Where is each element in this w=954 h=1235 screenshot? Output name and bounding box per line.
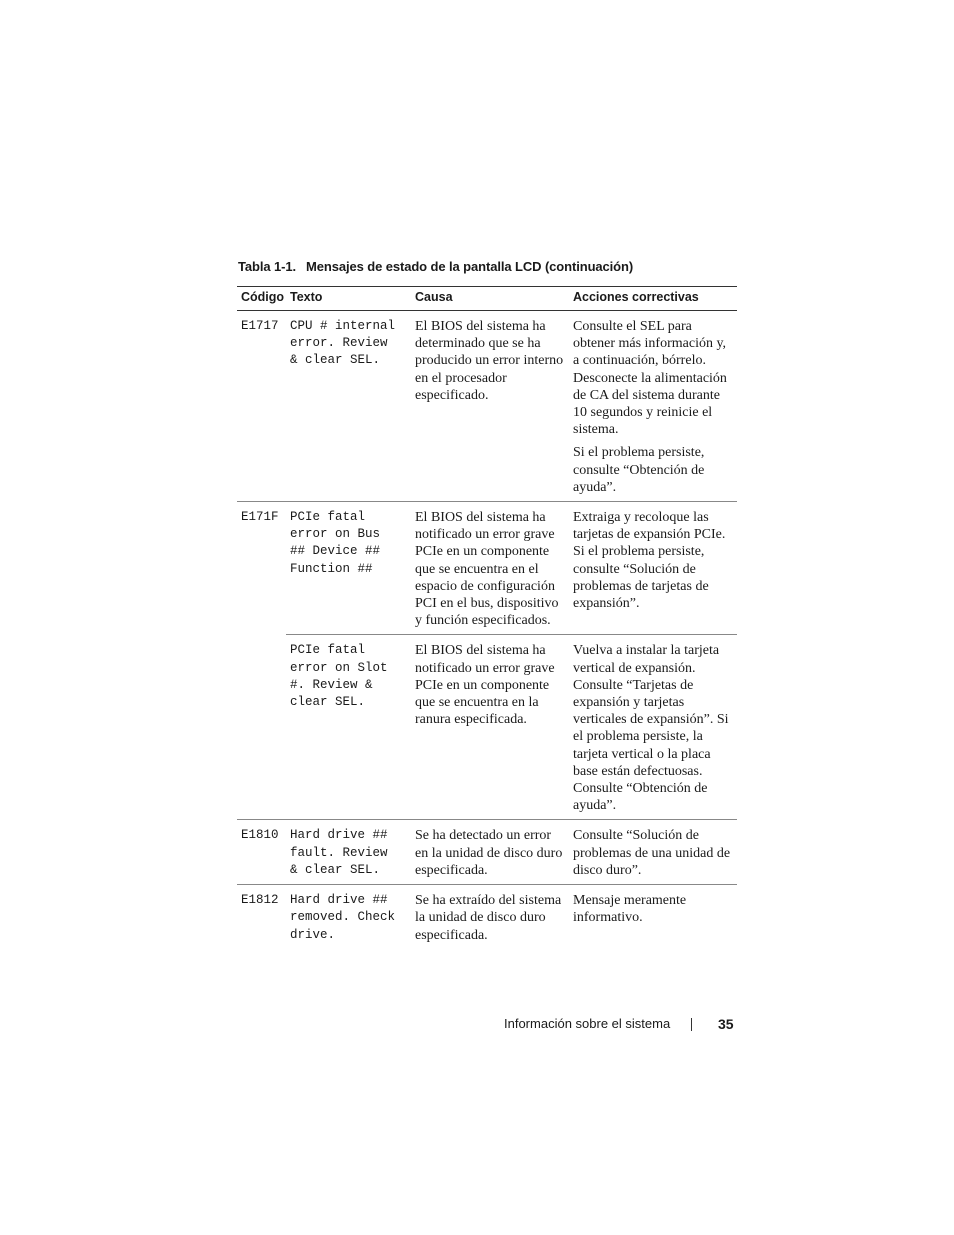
table-row: [237, 635, 737, 820]
header-code: Código: [237, 287, 286, 311]
row-action-paragraph: Si el problema persiste, consulte “Obtención de ayuda”.: [573, 445, 705, 495]
table-row: [237, 820, 737, 885]
table-title: Mensajes de estado de la pantalla LCD (continuación): [306, 259, 634, 274]
row-action: Mensaje meramente informativo.: [573, 893, 687, 926]
footer-separator: [691, 1018, 692, 1031]
row-text: Hard drive ## removed. Check drive.: [290, 893, 396, 942]
row-text: PCIe fatal error on Bus ## Device ## Function ##: [290, 510, 381, 576]
row-cause: Se ha detectado un error en la unidad de disco duro especificada.: [411, 820, 569, 885]
header-text: Texto: [286, 287, 411, 311]
row-action: Consulte “Solución de problemas de una unidad de disco duro”.: [569, 820, 737, 885]
row-text: PCIe fatal error on Slot #. Review & clear SEL.: [286, 635, 411, 820]
row-action: [569, 311, 737, 502]
row-cause: El BIOS del sistema ha notificado un error grave PCIe en un componente que se encuentra en el espacio de configuración PCI en el bus, dispositivo y función especificados.: [415, 510, 559, 629]
row-code: E1810: [237, 820, 286, 885]
row-action: Vuelva a instalar la tarjeta vertical de expansión. Consulte “Tarjetas de expansión y tarjetas verticales de expansión”. Si el problema persiste, la tarjeta vertical o la placa base están defectuosas. Consulte “Obtención de ayuda”.: [569, 635, 737, 820]
header-cause: Causa: [411, 287, 569, 311]
table-row: [237, 885, 737, 949]
row-cause: El BIOS del sistema ha determinado que se ha producido un error interno en el procesador especificado.: [411, 311, 569, 502]
row-code: E1812: [241, 893, 279, 908]
page-number: 35: [718, 1016, 734, 1032]
row-cause: Se ha extraído del sistema la unidad de disco duro especificada.: [415, 893, 562, 943]
row-action: Extraiga y recoloque las tarjetas de expansión PCIe. Si el problema persiste, consulte “Solución de problemas de tarjetas de expansión”.: [573, 510, 726, 612]
header-action: Acciones correctivas: [569, 287, 737, 311]
table-row: [237, 311, 737, 502]
table-header-row: [237, 287, 737, 311]
lcd-status-messages-table: [237, 286, 737, 949]
row-code: E1717: [237, 311, 286, 502]
row-text: CPU # internal error. Review & clear SEL.: [286, 311, 411, 502]
table-caption: [238, 259, 633, 274]
row-code: E171F: [237, 502, 286, 820]
row-action-paragraph: Consulte el SEL para obtener más información y, a continuación, bórrelo. Desconecte la alimentación de CA del sistema durante 10 segundos y reinicie el sistema.: [573, 319, 727, 438]
footer-section-title: Información sobre el sistema: [504, 1016, 671, 1031]
table-number: Tabla 1-1.: [238, 259, 297, 274]
table-row: [237, 502, 737, 635]
row-cause: El BIOS del sistema ha notificado un error grave PCIe en un componente que se encuentra en la ranura especificada.: [411, 635, 569, 820]
row-text: Hard drive ## fault. Review & clear SEL.: [286, 820, 411, 885]
